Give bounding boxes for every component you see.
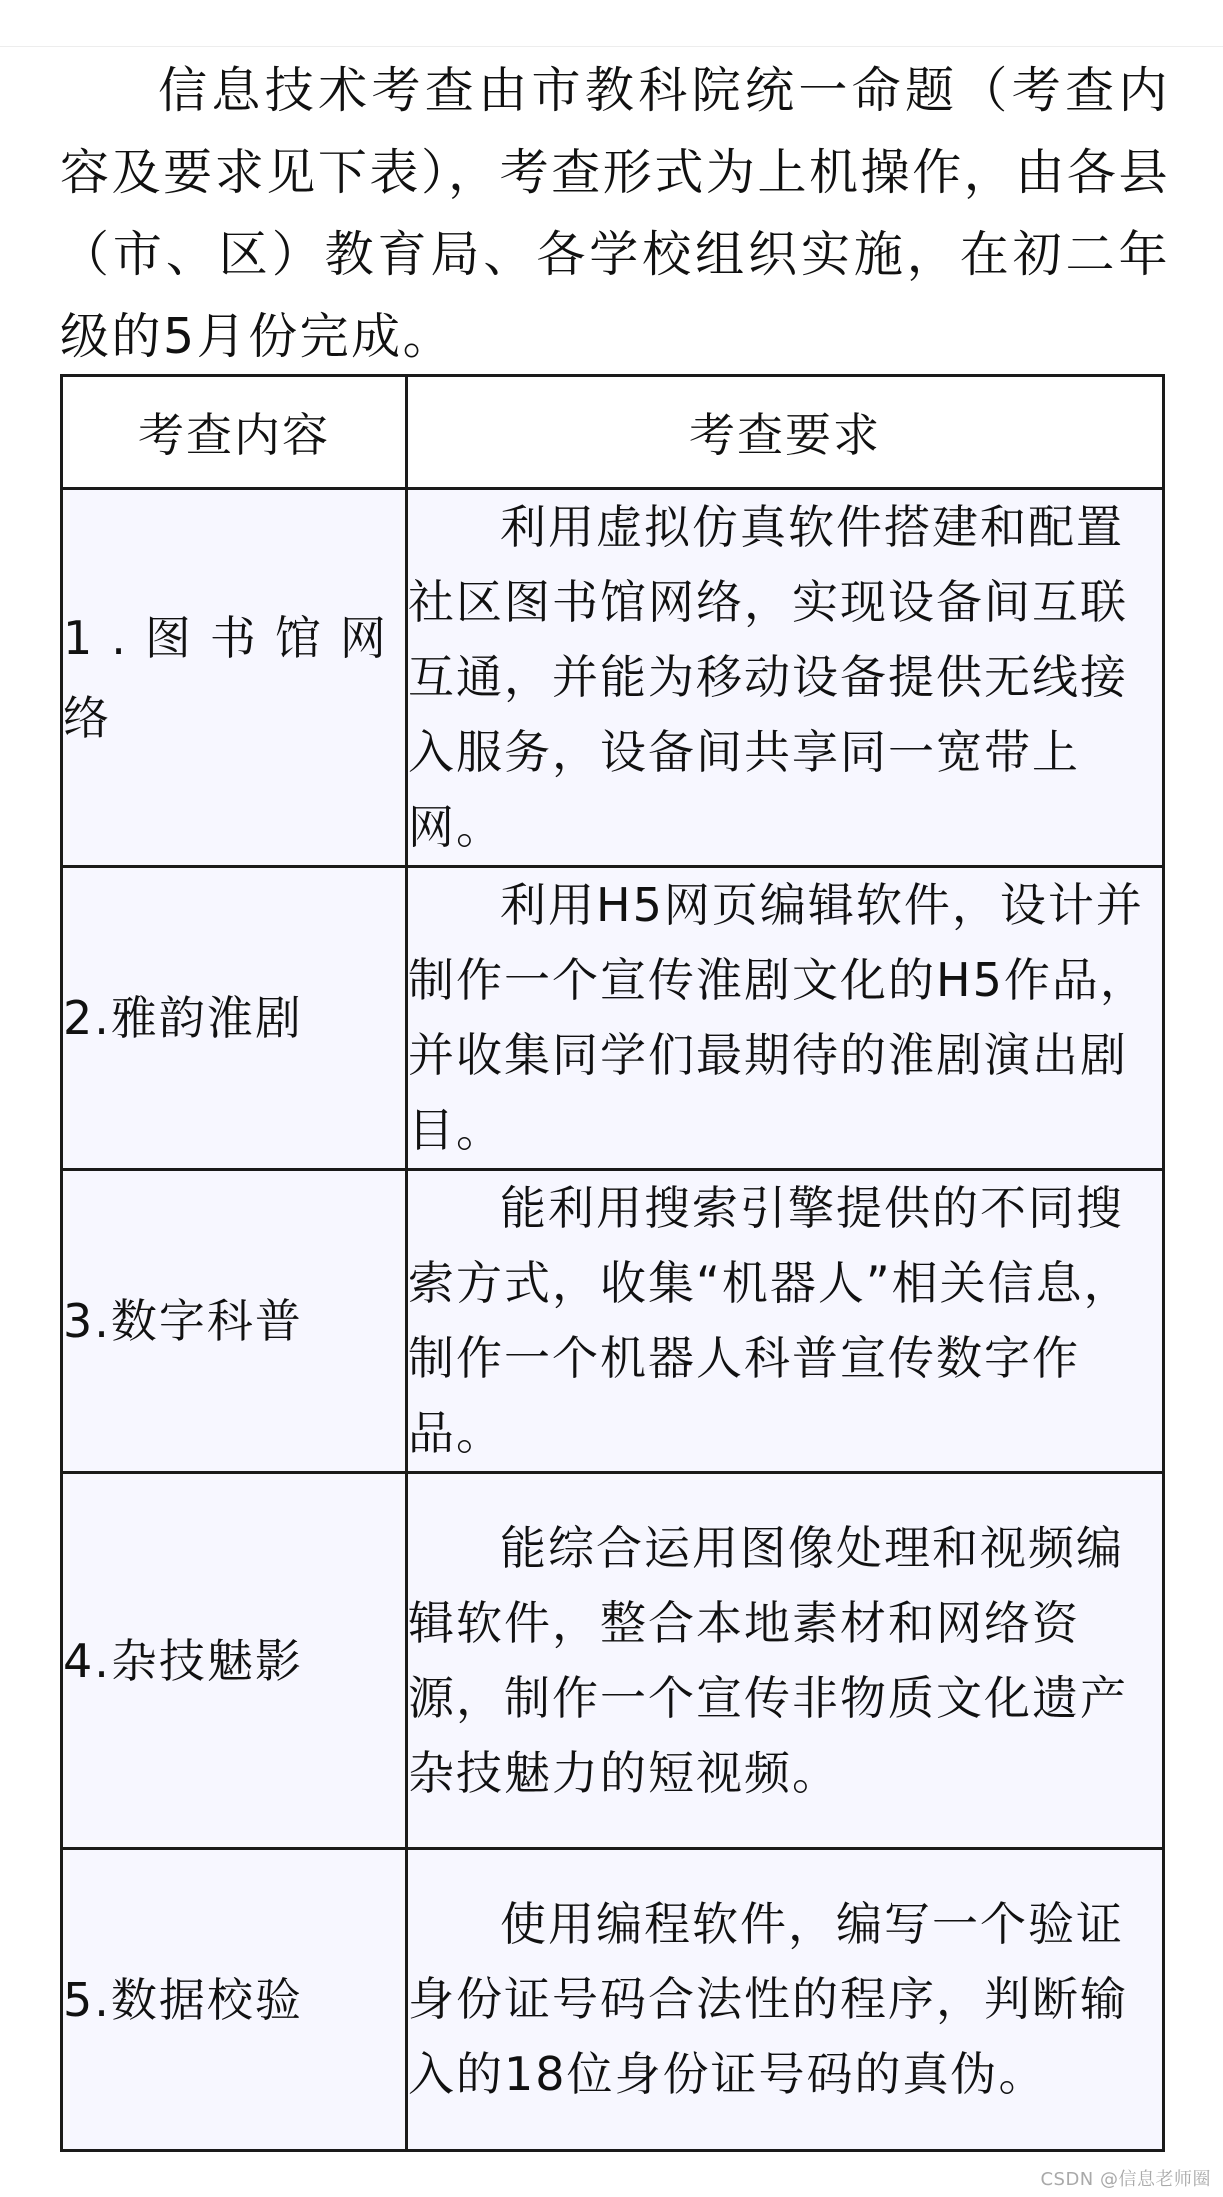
- table-row: [62, 1473, 1164, 1849]
- row-requirement: 利用H5网页编辑软件，设计并制作一个宣传淮剧文化的H5作品，并收集同学们最期待的淮剧演出剧目。: [407, 867, 1164, 1170]
- row-topic: 3.数字科普: [62, 1170, 407, 1473]
- row-requirement: 能综合运用图像处理和视频编辑软件，整合本地素材和网络资源，制作一个宣传非物质文化遗产杂技魅力的短视频。: [407, 1473, 1164, 1849]
- requirements-table: [60, 374, 1165, 2152]
- row-requirement: 利用虚拟仿真软件搭建和配置社区图书馆网络，实现设备间互联互通，并能为移动设备提供无线接入服务，设备间共享同一宽带上网。: [407, 489, 1164, 867]
- header-content: 考查内容: [62, 376, 407, 489]
- table-row: [62, 1170, 1164, 1473]
- row-requirement: 能利用搜索引擎提供的不同搜索方式，收集“机器人”相关信息，制作一个机器人科普宣传数字作品。: [407, 1170, 1164, 1473]
- row-topic: 2.雅韵淮剧: [62, 867, 407, 1170]
- table-row: [62, 867, 1164, 1170]
- row-topic: 4.杂技魅影: [62, 1473, 407, 1849]
- table-row: [62, 1849, 1164, 2151]
- top-divider: [0, 46, 1223, 47]
- intro-paragraph: 信息技术考查由市教科院统一命题（考查内容及要求见下表），考查形式为上机操作，由各县（市、区）教育局、各学校组织实施，在初二年级的5月份完成。: [60, 62, 1170, 365]
- header-requirement: 考查要求: [407, 376, 1164, 489]
- row-topic: 1.图书馆网络: [62, 489, 407, 867]
- table-row: [62, 489, 1164, 867]
- csdn-watermark: CSDN @信息老师圈: [1040, 2169, 1211, 2190]
- row-topic: 5.数据校验: [62, 1849, 407, 2151]
- row-requirement: 使用编程软件，编写一个验证身份证号码合法性的程序，判断输入的18位身份证号码的真伪。: [407, 1849, 1164, 2151]
- table-header-row: [62, 376, 1164, 489]
